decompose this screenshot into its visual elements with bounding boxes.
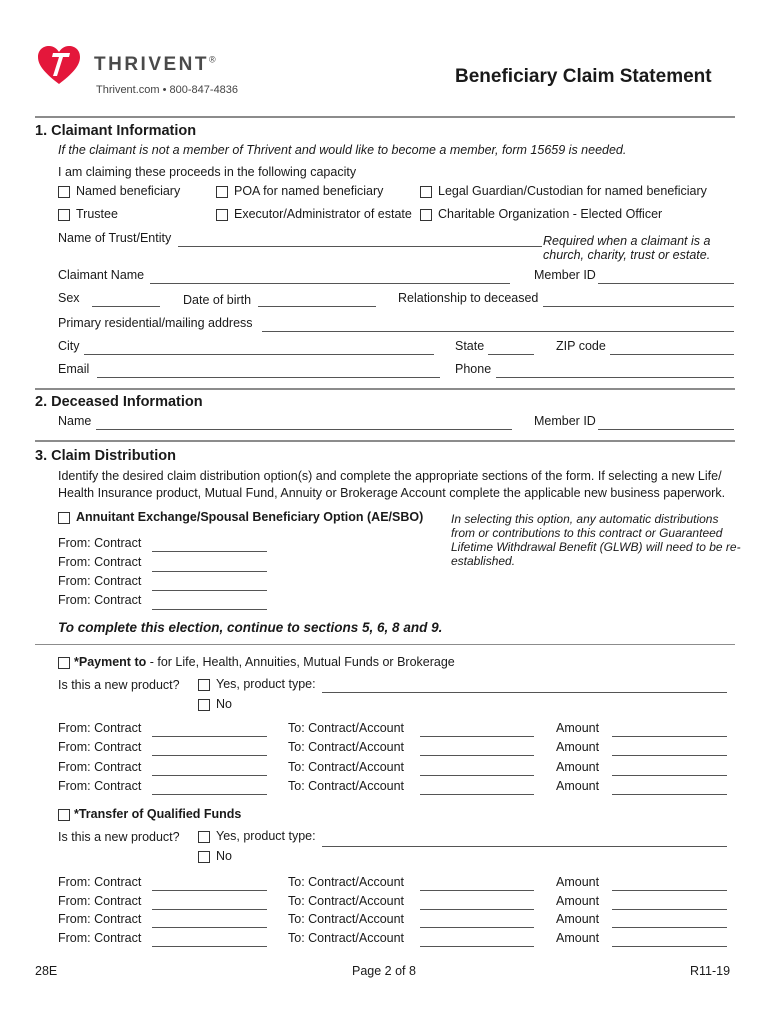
ae-from-contract-field[interactable] (152, 609, 267, 610)
payment-from-contract-label: From: Contract (58, 779, 142, 793)
intro-line-2: Health Insurance product, Mutual Fund, Annuity or Brokerage Account complete the applicable new business paperwork. (58, 486, 726, 500)
ae-from-contract-field[interactable] (152, 571, 267, 572)
zip-field[interactable] (610, 354, 734, 355)
trust-note-2: church, charity, trust or estate. (543, 248, 711, 262)
ae-sbo-label: Annuitant Exchange/Spousal Beneficiary Option (AE/SBO) (76, 510, 424, 524)
payment-to-label: *Payment to (74, 655, 147, 669)
transfer-amount-field[interactable] (612, 927, 727, 928)
transfer-checkbox[interactable] (58, 809, 70, 821)
payment-no-checkbox[interactable] (198, 699, 210, 711)
section-divider (35, 116, 735, 118)
payment-no-label: No (216, 697, 232, 711)
address-field[interactable] (262, 331, 734, 332)
payment-from-contract-label: From: Contract (58, 740, 142, 754)
ae-from-contract-label: From: Contract (58, 574, 142, 588)
sex-label: Sex (58, 291, 80, 305)
executor-checkbox[interactable] (216, 209, 228, 221)
transfer-yes-label: Yes, product type: (216, 829, 316, 843)
transfer-amount-field[interactable] (612, 909, 727, 910)
brand-name: THRIVENT (94, 54, 209, 75)
payment-from-contract-field[interactable] (152, 794, 267, 795)
dob-field[interactable] (258, 306, 376, 307)
address-label: Primary residential/mailing address (58, 316, 253, 330)
payment-from-contract-field[interactable] (152, 736, 267, 737)
payment-new-product-label: Is this a new product? (58, 678, 180, 692)
transfer-from-contract-field[interactable] (152, 946, 267, 947)
deceased-name-field[interactable] (96, 429, 512, 430)
city-label: City (58, 339, 80, 353)
intro-line-1: Identify the desired claim distribution option(s) and complete the appropriate sections of the form. If selecting a new Life/ (58, 469, 722, 483)
guardian-checkbox[interactable] (420, 186, 432, 198)
guardian-label: Legal Guardian/Custodian for named beneficiary (438, 184, 707, 198)
section-divider (35, 388, 735, 390)
transfer-amount-field[interactable] (612, 890, 727, 891)
transfer-amount-label: Amount (556, 894, 600, 908)
capacity-label: I am claiming these proceeds in the following capacity (58, 165, 357, 179)
payment-to-account-label: To: Contract/Account (288, 779, 405, 793)
thrivent-logo (36, 44, 82, 86)
ae-from-contract-label: From: Contract (58, 536, 142, 550)
payment-to-account-label: To: Contract/Account (288, 721, 405, 735)
payment-from-contract-field[interactable] (152, 775, 267, 776)
trust-entity-field[interactable] (178, 246, 542, 247)
section-1-heading: 1. Claimant Information (35, 123, 197, 139)
contact-info: Thrivent.com • 800-847-4836 (96, 84, 239, 96)
transfer-to-account-label: To: Contract/Account (288, 931, 405, 945)
transfer-label: *Transfer of Qualified Funds (74, 807, 242, 821)
payment-yes-checkbox[interactable] (198, 679, 210, 691)
payment-to-account-label: To: Contract/Account (288, 760, 405, 774)
payment-amount-label: Amount (556, 760, 600, 774)
transfer-from-contract-label: From: Contract (58, 875, 142, 889)
transfer-from-contract-field[interactable] (152, 927, 267, 928)
named-beneficiary-checkbox[interactable] (58, 186, 70, 198)
email-field[interactable] (97, 377, 440, 378)
deceased-member-id-field[interactable] (598, 429, 734, 430)
form-number: 28E (35, 964, 58, 978)
payment-amount-field[interactable] (612, 775, 727, 776)
ae-from-contract-field[interactable] (152, 551, 267, 552)
ae-from-contract-label: From: Contract (58, 593, 142, 607)
ae-sbo-note: In selecting this option, any automatic distributions from or contributions to this contract or Guaranteed Lifetime Withdrawal Benefit (GLWB) will need to be re-established. (451, 512, 741, 568)
transfer-from-contract-field[interactable] (152, 890, 267, 891)
ae-sbo-checkbox[interactable] (58, 512, 70, 524)
payment-amount-field[interactable] (612, 794, 727, 795)
dob-label: Date of birth (183, 293, 252, 307)
trustee-label: Trustee (76, 207, 118, 221)
transfer-to-account-field[interactable] (420, 890, 534, 891)
payment-to-account-label: To: Contract/Account (288, 740, 405, 754)
payment-to-description: - for Life, Health, Annuities, Mutual Funds or Brokerage (146, 655, 455, 669)
relationship-field[interactable] (543, 306, 734, 307)
trust-note-1: Required when a claimant is a (543, 234, 711, 248)
transfer-to-account-field[interactable] (420, 909, 534, 910)
transfer-from-contract-field[interactable] (152, 909, 267, 910)
payment-amount-field[interactable] (612, 755, 727, 756)
claimant-name-field[interactable] (150, 283, 510, 284)
state-label: State (455, 339, 485, 353)
revision: R11-19 (690, 964, 731, 978)
deceased-name-label: Name (58, 414, 92, 428)
section-divider (35, 440, 735, 442)
payment-to-account-field[interactable] (420, 775, 534, 776)
charitable-checkbox[interactable] (420, 209, 432, 221)
executor-label: Executor/Administrator of estate (234, 207, 412, 221)
state-field[interactable] (488, 354, 534, 355)
phone-field[interactable] (496, 377, 734, 378)
city-field[interactable] (84, 354, 434, 355)
claimant-name-label: Claimant Name (58, 268, 145, 282)
payment-from-contract-field[interactable] (152, 755, 267, 756)
page-number: Page 2 of 8 (352, 964, 416, 978)
heart-logo-icon (36, 44, 82, 86)
transfer-to-account-label: To: Contract/Account (288, 894, 405, 908)
poa-checkbox[interactable] (216, 186, 228, 198)
form-title: Beneficiary Claim Statement (455, 66, 712, 87)
charitable-label: Charitable Organization - Elected Officer (438, 207, 663, 221)
continue-instruction: To complete this election, continue to sections 5, 6, 8 and 9. (58, 620, 443, 635)
ae-from-contract-field[interactable] (152, 590, 267, 591)
transfer-no-checkbox[interactable] (198, 851, 210, 863)
payment-yes-label: Yes, product type: (216, 677, 316, 691)
payment-to-account-field[interactable] (420, 736, 534, 737)
payment-from-contract-label: From: Contract (58, 721, 142, 735)
transfer-from-contract-label: From: Contract (58, 912, 142, 926)
payment-amount-label: Amount (556, 779, 600, 793)
transfer-to-account-label: To: Contract/Account (288, 875, 405, 889)
transfer-new-product-label: Is this a new product? (58, 830, 180, 844)
transfer-amount-label: Amount (556, 875, 600, 889)
poa-label: POA for named beneficiary (234, 184, 384, 198)
ae-from-contract-label: From: Contract (58, 555, 142, 569)
claimant-member-id-field[interactable] (598, 283, 734, 284)
relationship-label: Relationship to deceased (398, 291, 539, 305)
transfer-amount-field[interactable] (612, 946, 727, 947)
phone-label: Phone (455, 362, 492, 376)
claimant-member-id-label: Member ID (534, 268, 596, 282)
trustee-checkbox[interactable] (58, 209, 70, 221)
section-3-heading: 3. Claim Distribution (35, 448, 176, 464)
named-beneficiary-label: Named beneficiary (76, 184, 181, 198)
transfer-yes-checkbox[interactable] (198, 831, 210, 843)
payment-to-account-field[interactable] (420, 794, 534, 795)
transfer-amount-label: Amount (556, 931, 600, 945)
registered-mark: ® (209, 54, 216, 65)
payment-amount-label: Amount (556, 740, 600, 754)
payment-to-account-field[interactable] (420, 755, 534, 756)
transfer-to-account-field[interactable] (420, 946, 534, 947)
payment-amount-field[interactable] (612, 736, 727, 737)
transfer-from-contract-label: From: Contract (58, 894, 142, 908)
transfer-to-account-field[interactable] (420, 927, 534, 928)
payment-amount-label: Amount (556, 721, 600, 735)
email-label: Email (58, 362, 90, 376)
payment-from-contract-label: From: Contract (58, 760, 142, 774)
zip-label: ZIP code (556, 339, 606, 353)
subsection-divider (35, 644, 735, 645)
transfer-from-contract-label: From: Contract (58, 931, 142, 945)
transfer-amount-label: Amount (556, 912, 600, 926)
transfer-to-account-label: To: Contract/Account (288, 912, 405, 926)
membership-note: If the claimant is not a member of Thrivent and would like to become a member, form 15659 is needed. (58, 143, 627, 157)
sex-field[interactable] (92, 306, 160, 307)
transfer-no-label: No (216, 849, 232, 863)
trust-entity-label: Name of Trust/Entity (58, 231, 172, 245)
payment-product-type-field[interactable] (322, 692, 727, 693)
transfer-product-type-field[interactable] (322, 846, 727, 847)
section-2-heading: 2. Deceased Information (35, 394, 203, 410)
payment-to-checkbox[interactable] (58, 657, 70, 669)
deceased-member-id-label: Member ID (534, 414, 596, 428)
